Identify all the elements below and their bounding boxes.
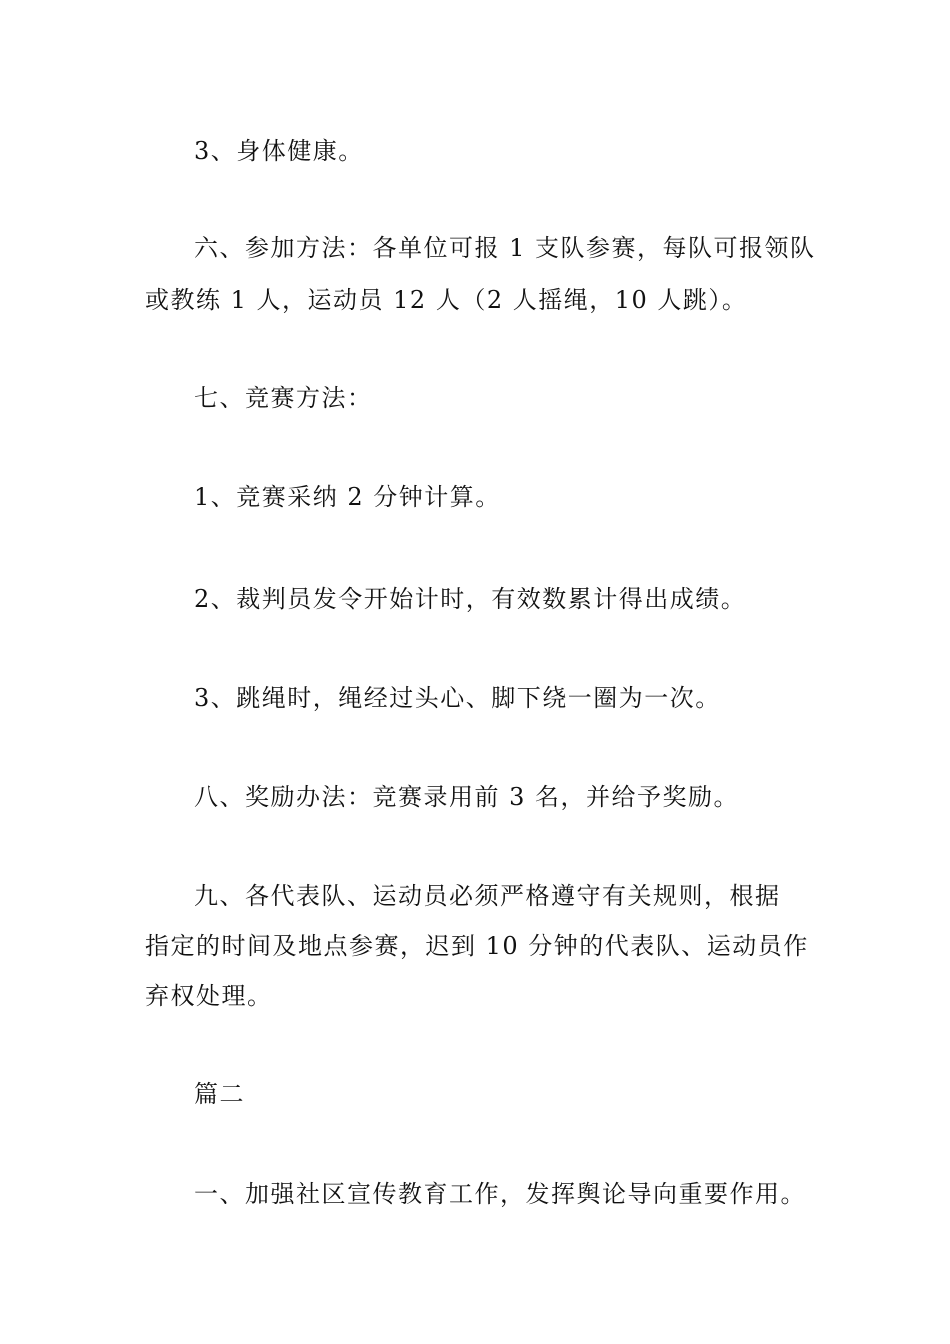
rule-item-2: 2、裁判员发令开始计时，有效数累计得出成绩。: [194, 585, 747, 613]
item-health: 3、身体健康。: [194, 137, 364, 165]
rule-item-1: 1、竞赛采纳 2 分钟计算。: [194, 483, 501, 511]
section-six-line-1: 六、参加方法：各单位可报 1 支队参赛，每队可报领队: [194, 234, 816, 262]
section-seven-heading: 七、竞赛方法：: [194, 384, 373, 412]
section-six-line-2: 或教练 1 人，运动员 12 人（2 人摇绳，10 人跳）。: [145, 286, 748, 314]
part-two-heading: 篇二: [194, 1080, 245, 1108]
section-nine-line-1: 九、各代表队、运动员必须严格遵守有关规则，根据: [194, 882, 781, 910]
part-two-item-1: 一、加强社区宣传教育工作，发挥舆论导向重要作用。: [194, 1180, 806, 1208]
section-eight: 八、奖励办法：竞赛录用前 3 名，并给予奖励。: [194, 783, 740, 811]
rule-item-3: 3、跳绳时，绳经过头心、脚下绕一圈为一次。: [194, 684, 721, 712]
section-nine-line-2: 指定的时间及地点参赛，迟到 10 分钟的代表队、运动员作: [145, 932, 809, 960]
section-nine-line-3: 弃权处理。: [145, 982, 273, 1010]
